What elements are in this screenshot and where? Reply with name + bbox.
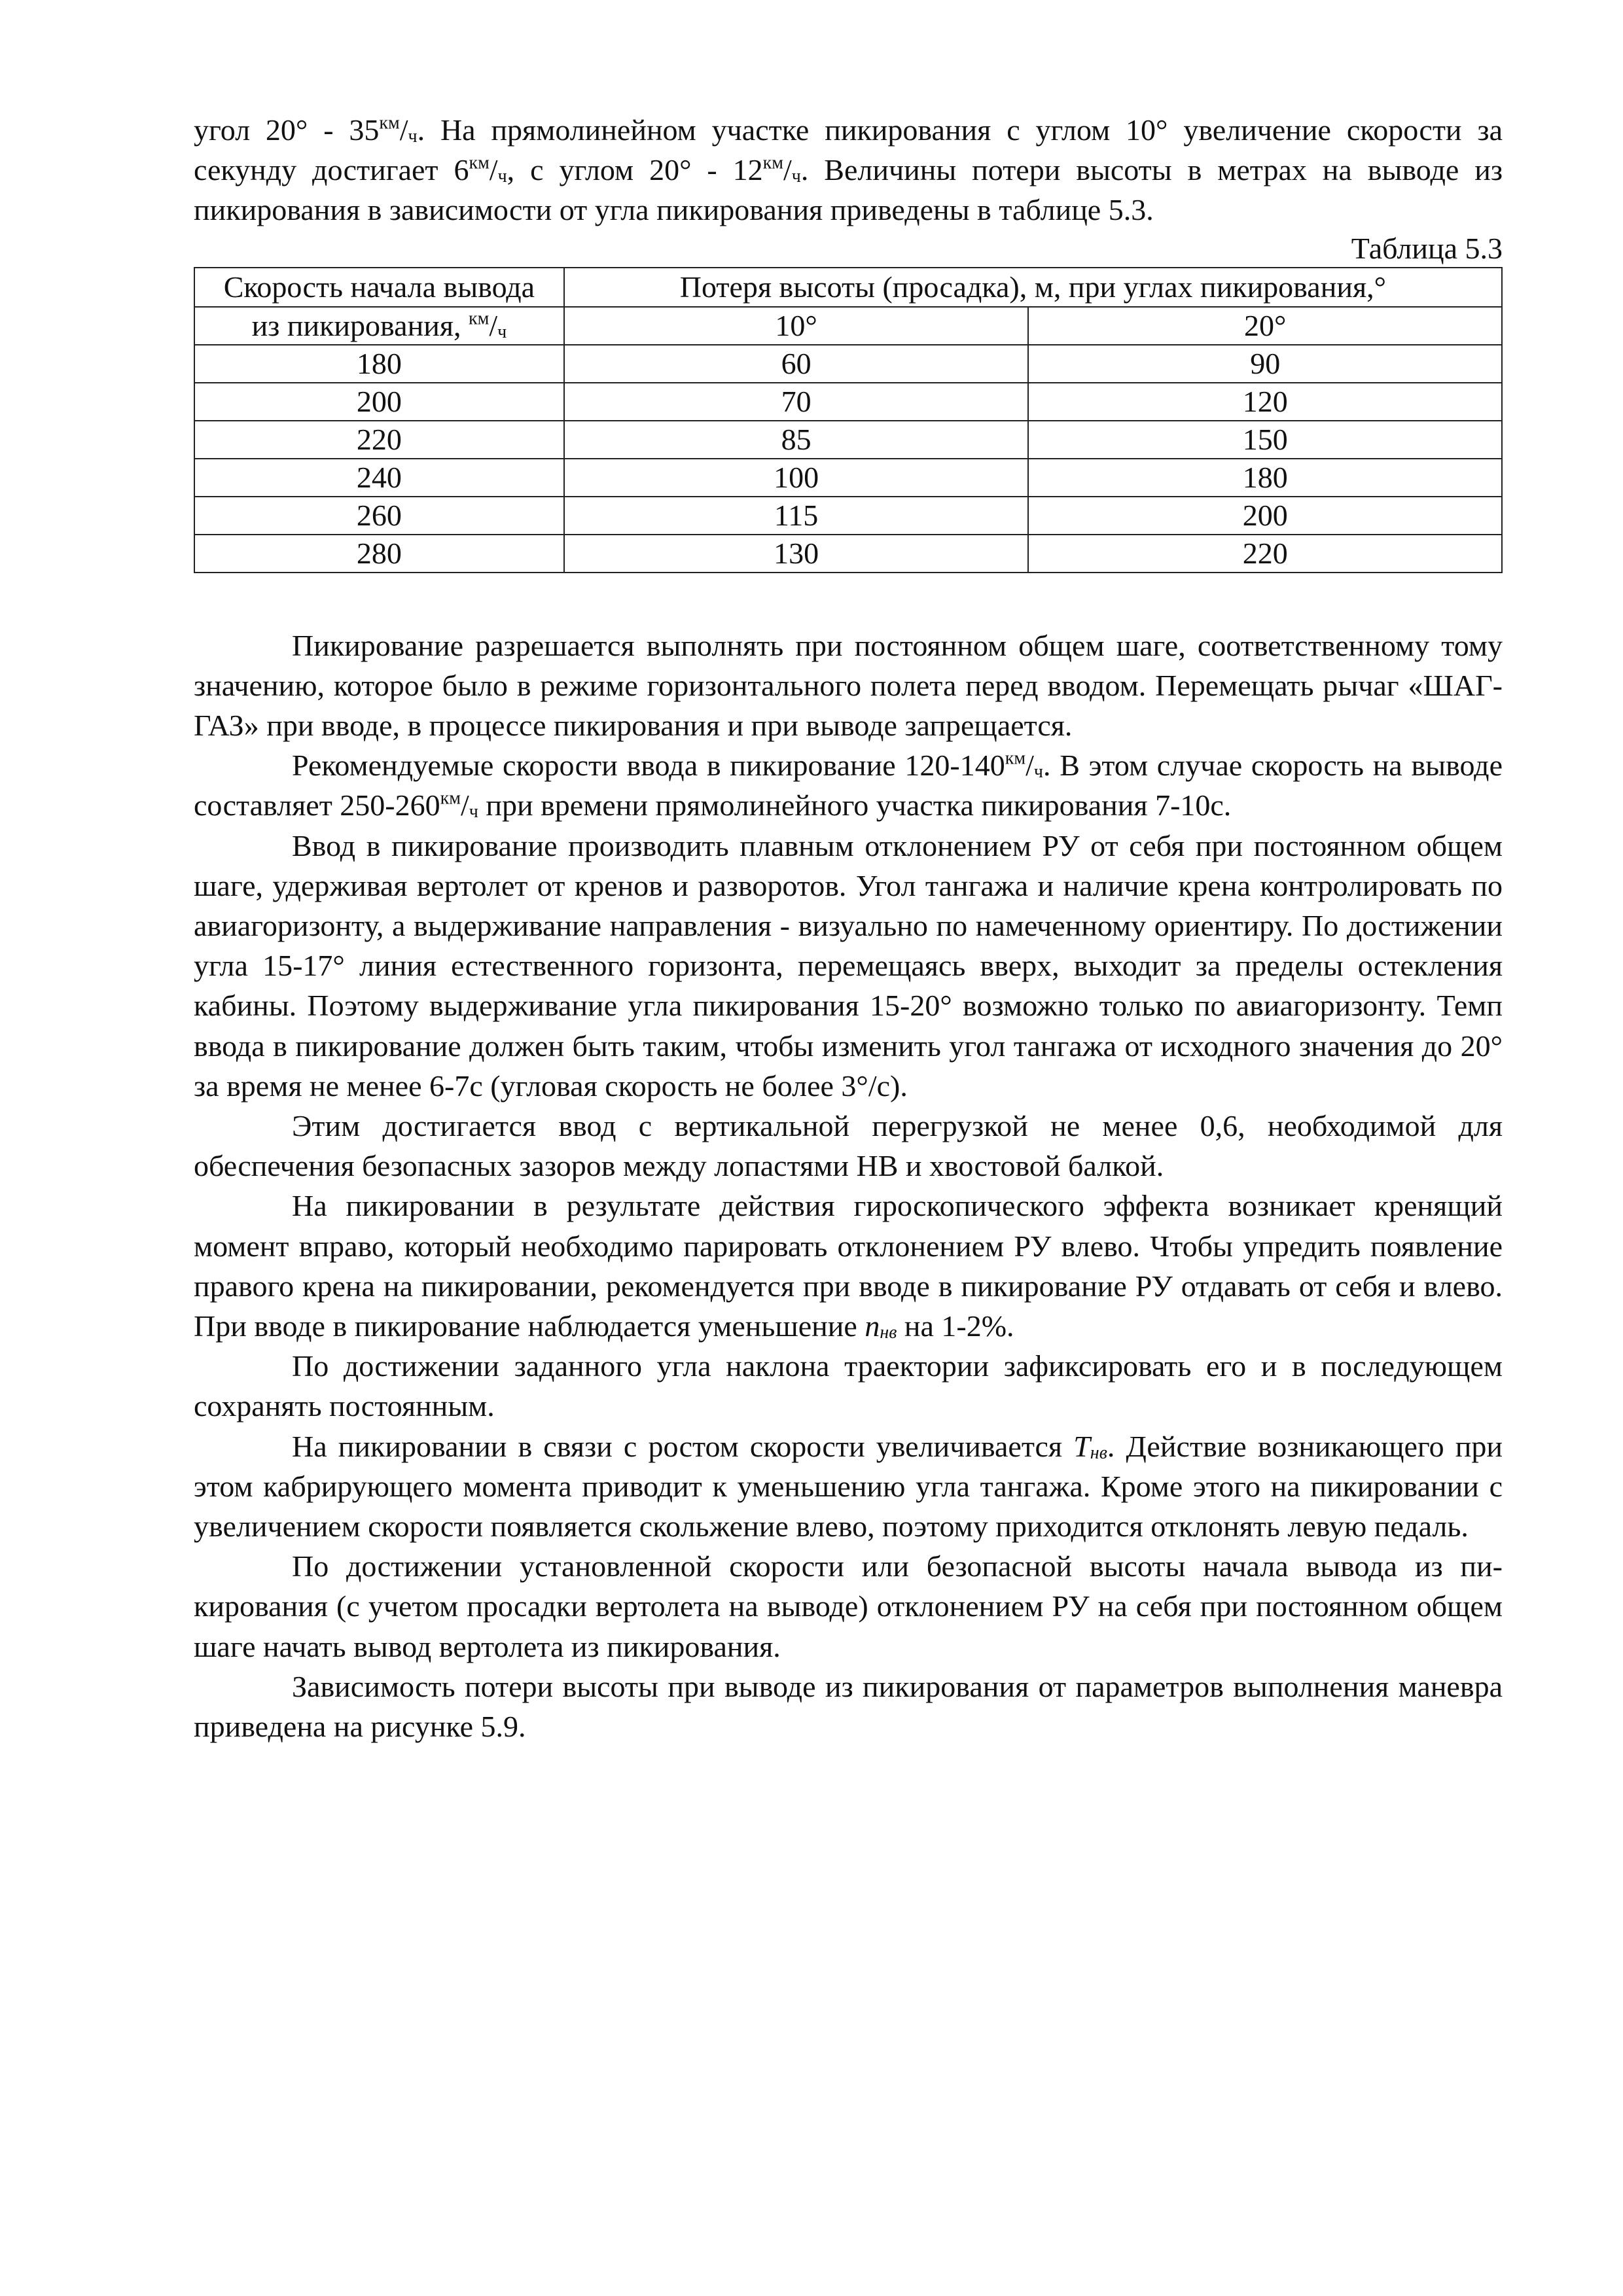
speed-cell: 200	[194, 383, 564, 421]
loss-20-cell: 180	[1028, 459, 1502, 497]
spacer	[194, 573, 1503, 626]
body-paragraph: По достижении установленной скорости или безопасной высоты начала вывода из пикирования (с учетом просадки вертолета на выводе) отклонением РУ на себя при постоянном общем шаге начать вывод вертолета из пикирования.	[194, 1549, 1503, 1663]
loss-20-cell: 200	[1028, 497, 1502, 535]
angle-header-20: 20°	[1028, 307, 1502, 345]
body-paragraph: Этим достигается ввод с вертикальной перегрузкой не менее 0,6, необходимой для обеспечения безопасных зазоров между лопастями НВ и хвостовой балкой.	[194, 1109, 1503, 1183]
loss-10-cell: 70	[564, 383, 1029, 421]
angle-header-10: 10°	[564, 307, 1029, 345]
speed-header-unit: из пикирования, $^{км}/_ч$	[194, 307, 564, 345]
intro-paragraph: угол $20^\circ - 35^{км}/_ч$. На прямолинейном участке пикирования с углом 10° увеличение скорости за секунду достигает $6^{км}/_ч$, с углом $20^\circ - 12^{км}/_ч$. Величины потери высоты в метрах на выводе из пикирования в зависимости от угла пикирования приведены в таблице 5.3.	[194, 113, 1503, 227]
table-row	[194, 345, 1502, 383]
body-paragraph: Пикирование разрешается выполнять при постоянном общем шаге, соответственному тому значению, которое было в режиме горизонтального полета перед вводом. Перемещать рычаг «ШАГ-ГАЗ» при вводе, в процессе пикирования и при выводе запрещается.	[194, 628, 1503, 743]
loss-10-cell: 115	[564, 497, 1029, 535]
loss-10-cell: 60	[564, 345, 1029, 383]
speed-cell: 220	[194, 421, 564, 459]
loss-20-cell: 90	[1028, 345, 1502, 383]
body-paragraph: На пикировании в результате действия гироскопического эффекта возникает кренящий момент вправо, который необходимо парировать отклонением РУ влево. Чтобы упредить появление правого крена на пикировании, рекомендуется при вводе в пикирование РУ отдавать от себя и влево. При вводе в пикирование наблюдается уменьшение $n_{нв}$ на 1-2%.	[194, 1189, 1503, 1343]
table-caption: Таблица 5.3	[1351, 231, 1503, 265]
body-paragraph: Зависимость потери высоты при выводе из пикирования от параметров выполнения маневра приведена на рисунке 5.9.	[194, 1669, 1503, 1744]
speed-cell: 180	[194, 345, 564, 383]
table-row	[194, 497, 1502, 535]
loss-20-cell: 220	[1028, 535, 1502, 573]
table-row	[194, 459, 1502, 497]
document-page	[194, 110, 1503, 1746]
table-row	[194, 535, 1502, 573]
table-row	[194, 421, 1502, 459]
loss-20-cell: 120	[1028, 383, 1502, 421]
table-row	[194, 383, 1502, 421]
speed-cell: 260	[194, 497, 564, 535]
speed-header: Скорость начала вывода	[194, 268, 564, 307]
loss-10-cell: 130	[564, 535, 1029, 573]
height-loss-group-header: Потеря высоты (просадка), м, при углах пикирования,°	[564, 268, 1502, 307]
body-paragraph: По достижении заданного угла наклона траектории зафиксировать его и в последующем сохранять постоянным.	[194, 1349, 1503, 1423]
body-paragraph: Ввод в пикирование производить плавным отклонением РУ от себя при постоянном общем шаге, удерживая вертолет от кренов и разворотов. Угол тангажа и наличие крена контролировать по авиагоризонту, а выдерживание направления - визуально по намеченному ориентиру. По достижении угла 15-17° линия естественного горизонта, перемещаясь вверх, выходит за пределы остекления кабины. Поэтому выдерживание угла пикирования 15-20° возможно только по авиагоризонту. Темп ввода в пикирование должен быть таким, чтобы изменить угол тангажа от исходного значения до 20° за время не менее 6-7с (угловая скорость не более 3°/с).	[194, 828, 1503, 1103]
body-paragraph: На пикировании в связи с ростом скорости увеличивается $T_{нв}$. Действие возникающего при этом кабрирующего момента приводит к уменьшению угла тангажа. Кроме этого на пикировании с увеличением скорости появляется скольжение влево, поэтому приходится отклонять левую педаль.	[194, 1429, 1503, 1544]
loss-10-cell: 100	[564, 459, 1029, 497]
loss-10-cell: 85	[564, 421, 1029, 459]
speed-cell: 280	[194, 535, 564, 573]
loss-20-cell: 150	[1028, 421, 1502, 459]
speed-cell: 240	[194, 459, 564, 497]
height-loss-table	[194, 267, 1503, 573]
body-paragraph: Рекомендуемые скорости ввода в пикирование $120-140^{км}/_ч$. В этом случае скорость на выводе составляет $250-260^{км}/_ч$ при времени прямолинейного участка пикирования 7-10с.	[194, 748, 1503, 822]
